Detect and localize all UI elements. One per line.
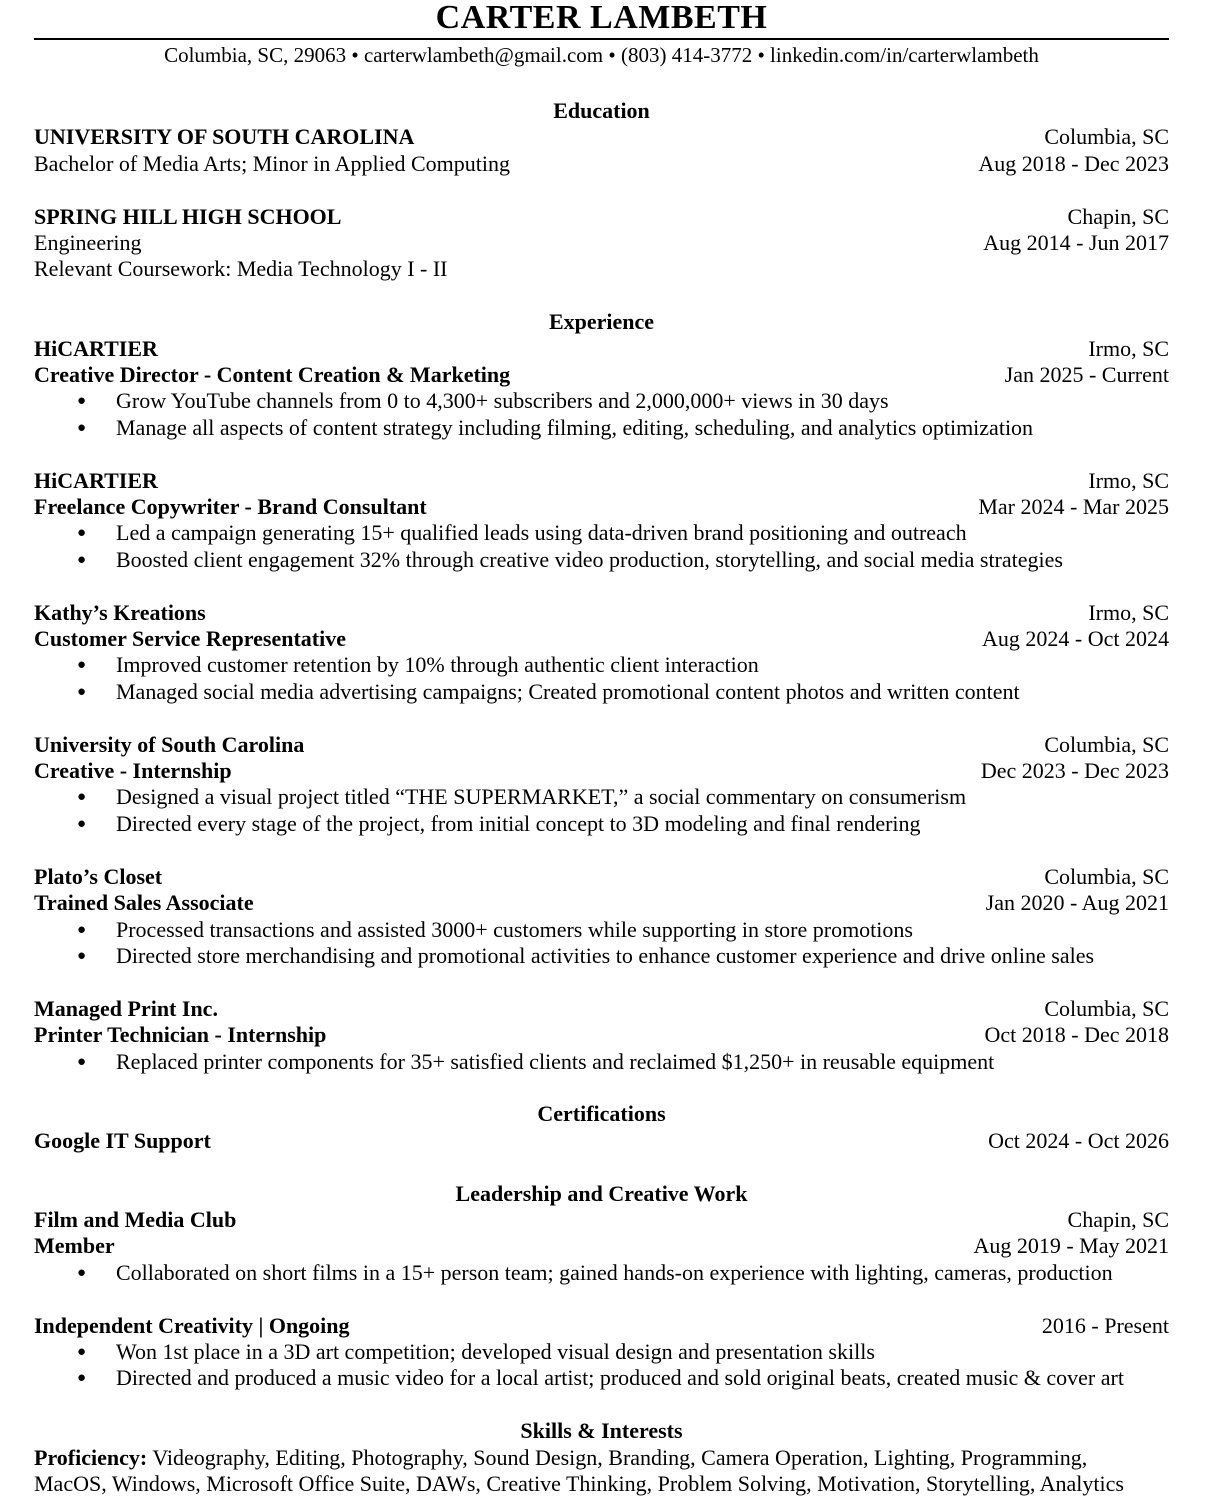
experience-entry xyxy=(34,468,1169,574)
job-location: Irmo, SC xyxy=(1088,335,1169,361)
certification-name: Google IT Support xyxy=(34,1127,211,1153)
education-dates: Aug 2018 - Dec 2023 xyxy=(978,150,1169,176)
job-title: Trained Sales Associate xyxy=(34,890,254,916)
job-location: Columbia, SC xyxy=(1044,731,1169,757)
bullet: ● Grow YouTube channels from 0 to 4,300+ subscribers and 2,000,000+ views in 30 days xyxy=(34,388,1169,414)
experience-entry xyxy=(34,864,1169,970)
certification-dates: Oct 2024 - Oct 2026 xyxy=(988,1127,1169,1153)
experience-entry xyxy=(34,336,1169,442)
bullet: ● Processed transactions and assisted 3000+ customers while supporting in store promotions xyxy=(34,917,1169,943)
school-location: Chapin, SC xyxy=(1067,203,1169,229)
job-location: Columbia, SC xyxy=(1044,863,1169,889)
education-dates: Aug 2014 - Jun 2017 xyxy=(983,230,1169,256)
job-location: Irmo, SC xyxy=(1088,599,1169,625)
job-dates: Mar 2024 - Mar 2025 xyxy=(978,494,1169,520)
leadership-entry xyxy=(34,1207,1169,1286)
employer: Plato’s Closet xyxy=(34,863,163,889)
leadership-entry xyxy=(34,1313,1169,1392)
skills-line-2: MacOS, Windows, Microsoft Office Suite, DAWs, Creative Thinking, Problem Solving, Motivation, Storytelling, Analytics xyxy=(34,1470,1124,1496)
resume-page xyxy=(34,0,1169,1497)
job-location: Irmo, SC xyxy=(1088,467,1169,493)
certifications-heading: Certifications xyxy=(537,1101,666,1127)
school-name: UNIVERSITY OF SOUTH CAROLINA xyxy=(34,124,415,150)
job-dates: Dec 2023 - Dec 2023 xyxy=(980,758,1169,784)
skills-line-1: Videography, Editing, Photography, Sound Design, Branding, Camera Operation, Lighting, Programming, xyxy=(147,1444,1088,1470)
job-location: Columbia, SC xyxy=(1044,995,1169,1021)
skills-label: Proficiency: xyxy=(34,1444,148,1470)
bullet: ● Led a campaign generating 15+ qualified leads using data-driven brand positioning and outreach xyxy=(34,520,1169,546)
job-title: Freelance Copywriter - Brand Consultant xyxy=(34,494,427,520)
degree: Bachelor of Media Arts; Minor in Applied Computing xyxy=(34,150,511,176)
experience-heading: Experience xyxy=(548,309,655,335)
job-dates: Oct 2018 - Dec 2018 xyxy=(984,1022,1169,1048)
org-role: Member xyxy=(34,1233,115,1259)
bullet: ● Managed social media advertising campaigns; Created promotional content photos and written content xyxy=(34,679,1169,705)
education-heading: Education xyxy=(553,98,650,123)
certification-entry xyxy=(34,1128,1169,1154)
employer: HiCARTIER xyxy=(34,335,158,361)
bullet: ● Designed a visual project titled “THE SUPERMARKET,” a social commentary on consumerism xyxy=(34,784,1169,810)
skills-heading: Skills & Interests xyxy=(520,1418,683,1444)
job-title: Printer Technician - Internship xyxy=(34,1022,327,1048)
experience-entry xyxy=(34,732,1169,838)
coursework: Relevant Coursework: Media Technology I - II xyxy=(34,256,448,282)
bullet: ● Improved customer retention by 10% through authentic client interaction xyxy=(34,652,1169,678)
school-location: Columbia, SC xyxy=(1044,124,1169,150)
bullet: ● Boosted client engagement 32% through creative video production, storytelling, and social media strategies xyxy=(34,547,1169,573)
organization: Film and Media Club xyxy=(34,1206,237,1232)
bullet: ● Won 1st place in a 3D art competition; developed visual design and presentation skills xyxy=(34,1339,1169,1365)
job-title: Creative - Internship xyxy=(34,758,232,784)
org-dates: 2016 - Present xyxy=(1041,1312,1169,1338)
bullet: ● Collaborated on short films in a 15+ person team; gained hands-on experience with lighting, cameras, production xyxy=(34,1260,1169,1286)
job-title: Creative Director - Content Creation & Marketing xyxy=(34,362,511,388)
contact-line: Columbia, SC, 29063 • carterwlambeth@gmail.com • (803) 414-3772 • linkedin.com/in/carterwlambeth xyxy=(164,43,1039,67)
job-dates: Jan 2020 - Aug 2021 xyxy=(985,890,1169,916)
employer: HiCARTIER xyxy=(34,467,158,493)
job-dates: Aug 2024 - Oct 2024 xyxy=(982,626,1169,652)
org-location: Chapin, SC xyxy=(1067,1206,1169,1232)
bullet: ● Directed store merchandising and promotional activities to enhance customer experience and drive online sales xyxy=(34,943,1169,969)
header-rule xyxy=(34,38,1169,40)
school-name: SPRING HILL HIGH SCHOOL xyxy=(34,203,342,229)
organization: Independent Creativity | Ongoing xyxy=(34,1312,350,1338)
bullet: ● Directed every stage of the project, from initial concept to 3D modeling and final rendering xyxy=(34,811,1169,837)
org-dates: Aug 2019 - May 2021 xyxy=(973,1233,1169,1259)
skills-block xyxy=(34,1445,1169,1498)
employer: Managed Print Inc. xyxy=(34,995,218,1021)
education-entry xyxy=(34,204,1169,283)
bullet: ● Replaced printer components for 35+ satisfied clients and reclaimed $1,250+ in reusable equipment xyxy=(34,1049,1169,1075)
leadership-heading: Leadership and Creative Work xyxy=(455,1180,748,1206)
job-dates: Jan 2025 - Current xyxy=(1004,362,1169,388)
bullet: ● Manage all aspects of content strategy including filming, editing, scheduling, and analytics optimization xyxy=(34,415,1169,441)
employer: Kathy’s Kreations xyxy=(34,599,206,625)
candidate-name: CARTER LAMBETH xyxy=(435,0,768,36)
degree: Engineering xyxy=(34,230,142,256)
experience-entry xyxy=(34,996,1169,1075)
experience-entry xyxy=(34,600,1169,706)
education-entry xyxy=(34,124,1169,177)
job-title: Customer Service Representative xyxy=(34,626,346,652)
employer: University of South Carolina xyxy=(34,731,305,757)
bullet: ● Directed and produced a music video for a local artist; produced and sold original beats, created music & cover art xyxy=(34,1365,1169,1391)
